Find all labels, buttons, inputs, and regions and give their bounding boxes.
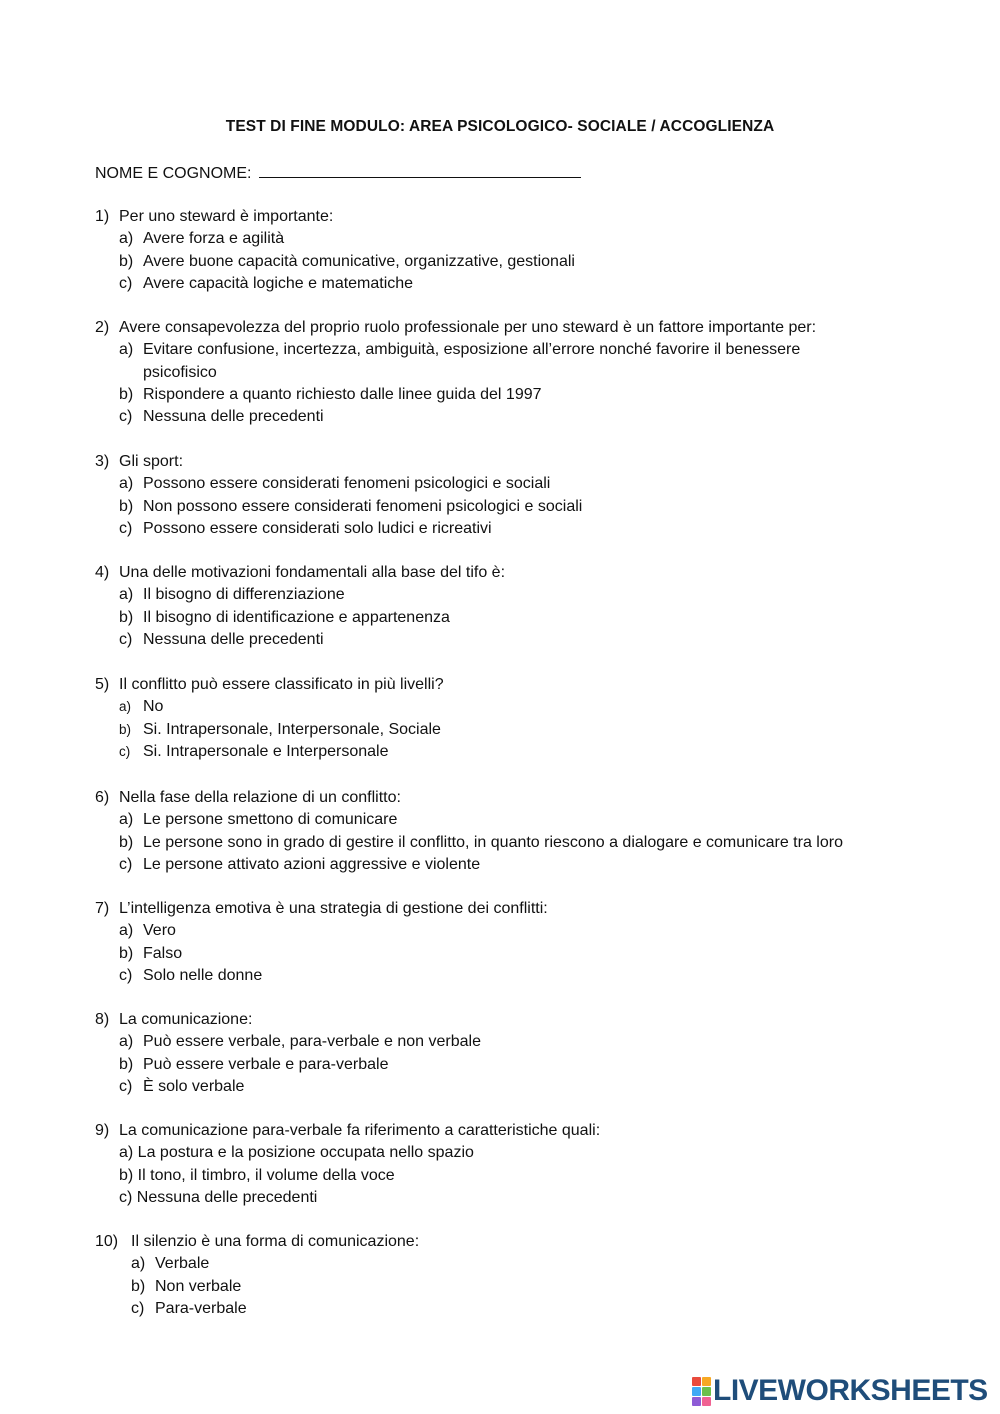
option-a[interactable]: a) Il bisogno di differenziazione [119,586,345,604]
question-number: 10) [95,1233,119,1250]
option-c[interactable]: c) Solo nelle donne [119,966,263,984]
logo-text: LIVEWORKSHEETS [713,1374,988,1407]
option-c[interactable]: c) Para-verbale [131,1299,247,1317]
question-number: 9) [95,1122,110,1139]
option-b[interactable]: b) Il tono, il timbro, il volume della voce [119,1166,395,1184]
option-a[interactable]: a) Le persone smettono di comunicare [119,811,398,829]
question-text: L’intelligenza emotiva è una strategia di gestione dei conflitti: [119,900,548,917]
question-number: 2) [95,319,110,336]
logo-mark-icon [692,1377,711,1406]
question-6 [95,787,915,876]
question-number: 8) [95,1011,110,1028]
question-number: 3) [95,453,110,470]
option-c[interactable]: c) Nessuna delle precedenti [119,408,324,426]
question-9 [95,1120,895,1209]
option-b[interactable]: b) Il bisogno di identificazione e appartenenza [119,608,450,626]
question-text: Per uno steward è importante: [119,208,334,225]
question-10 [95,1231,895,1320]
option-b[interactable]: b) Non verbale [131,1277,242,1295]
option-c[interactable]: c) Avere capacità logiche e matematiche [119,274,414,292]
option-a[interactable]: a) Avere forza e agilità [119,230,285,248]
name-label: NOME E COGNOME: [95,165,252,182]
option-a[interactable]: a) Possono essere considerati fenomeni psicologici e sociali [119,475,551,493]
option-b[interactable]: b) Falso [119,944,183,962]
option-a[interactable]: a) Vero [119,922,176,940]
question-number: 7) [95,900,110,917]
logo-square [702,1377,711,1386]
question-number: 4) [95,564,110,581]
option-b[interactable]: b) Può essere verbale e para-verbale [119,1055,389,1073]
logo-square [692,1397,701,1406]
option-b[interactable]: b) Non possono essere considerati fenomeni psicologici e sociali [119,497,583,515]
name-field-row [95,162,581,183]
liveworksheets-logo[interactable] [692,1374,988,1408]
question-text: Avere consapevolezza del proprio ruolo professionale per uno steward è un fattore importante per: [119,319,817,336]
question-3 [95,451,895,540]
question-5 [95,674,895,763]
option-a[interactable]: a) Evitare confusione, incertezza, ambiguità, esposizione all’errore nonché favorire il benessere psicofisico [119,341,801,381]
option-a[interactable]: a) Verbale [131,1255,210,1273]
option-b[interactable]: b) Le persone sono in grado di gestire il conflitto, in quanto riescono a dialogare e comunicare tra loro [119,833,843,851]
option-c[interactable]: c) È solo verbale [119,1077,245,1095]
logo-square [702,1397,711,1406]
logo-square [702,1387,711,1396]
option-a[interactable]: a) Può essere verbale, para-verbale e non verbale [119,1033,481,1051]
option-c[interactable]: c) Nessuna delle precedenti [119,1188,318,1206]
logo-square [692,1387,701,1396]
question-number: 1) [95,208,110,225]
option-b[interactable]: b) Si. Intrapersonale, Interpersonale, Sociale [119,720,441,738]
question-text: Il silenzio è una forma di comunicazione: [131,1233,420,1250]
question-7 [95,898,895,987]
name-blank-line[interactable] [259,162,581,178]
question-text: Il conflitto può essere classificato in più livelli? [119,676,444,693]
question-1 [95,206,895,295]
option-a[interactable]: a) La postura e la posizione occupata nello spazio [119,1144,474,1162]
page-title: TEST DI FINE MODULO: AREA PSICOLOGICO- SOCIALE / ACCOGLIENZA [225,118,775,135]
option-b[interactable]: b) Rispondere a quanto richiesto dalle linee guida del 1997 [119,385,542,403]
question-text: Gli sport: [119,453,184,470]
option-c[interactable]: c) Si. Intrapersonale e Interpersonale [119,742,389,760]
option-c[interactable]: c) Possono essere considerati solo ludici e ricreativi [119,519,492,537]
question-text: La comunicazione para-verbale fa riferimento a caratteristiche quali: [119,1122,601,1139]
option-a[interactable]: a) No [119,698,164,716]
option-b[interactable]: b) Avere buone capacità comunicative, organizzative, gestionali [119,252,575,270]
question-number: 5) [95,676,110,693]
option-c[interactable]: c) Nessuna delle precedenti [119,630,324,648]
question-text: La comunicazione: [119,1011,253,1028]
question-2 [95,317,855,428]
question-number: 6) [95,789,110,806]
question-text: Nella fase della relazione di un conflitto: [119,789,401,806]
question-text: Una delle motivazioni fondamentali alla base del tifo è: [119,564,506,581]
logo-square [692,1377,701,1386]
option-c[interactable]: c) Le persone attivato azioni aggressive e violente [119,855,481,873]
question-8 [95,1009,895,1098]
question-4 [95,562,895,651]
